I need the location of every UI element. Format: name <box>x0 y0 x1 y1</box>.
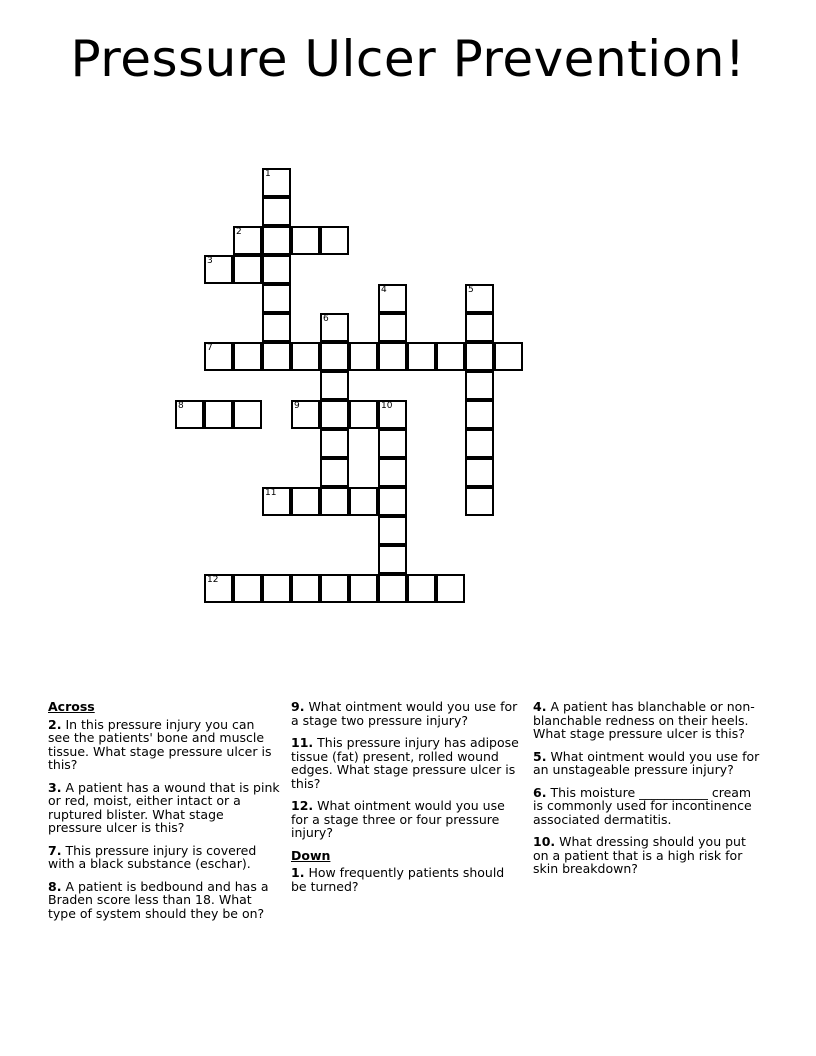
grid-cell[interactable] <box>262 313 291 342</box>
clue-number-label: 2 <box>236 227 242 237</box>
grid-cell[interactable] <box>262 197 291 226</box>
grid-cell[interactable] <box>349 487 378 516</box>
clue-across-11 <box>291 736 523 790</box>
clue-text: How frequently patients should be turned? <box>291 865 505 894</box>
grid-cell[interactable] <box>262 255 291 284</box>
grid-cell[interactable] <box>378 487 407 516</box>
grid-cell[interactable] <box>233 400 262 429</box>
grid-cell[interactable] <box>378 458 407 487</box>
grid-cell[interactable] <box>204 255 233 284</box>
clue-number: 9. <box>291 699 305 714</box>
grid-cell[interactable] <box>378 574 407 603</box>
grid-cell[interactable] <box>465 371 494 400</box>
clue-text: A patient has a wound that is pink or red, moist, either intact or a ruptured blister. What stage pressure ulcer is this? <box>48 779 280 835</box>
grid-cell[interactable] <box>465 458 494 487</box>
grid-cell[interactable] <box>349 342 378 371</box>
grid-cell[interactable] <box>320 400 349 429</box>
grid-cell[interactable] <box>436 342 465 371</box>
grid-cell[interactable] <box>262 226 291 255</box>
clue-number: 11. <box>291 735 314 750</box>
grid-cell[interactable] <box>320 371 349 400</box>
clue-across-7 <box>48 844 280 871</box>
clue-number-label: 12 <box>207 575 219 585</box>
grid-cell[interactable] <box>378 516 407 545</box>
clue-number-label: 11 <box>265 488 277 498</box>
clue-text: This moisture ___________ cream is commonly used for incontinence associated dermatitis. <box>533 784 752 827</box>
clue-text: A patient has blanchable or non-blanchable redness on their heels. What stage pressure ulcer is this? <box>533 699 755 741</box>
clue-number: 1. <box>291 865 305 880</box>
grid-cell[interactable] <box>378 429 407 458</box>
grid-cell[interactable] <box>262 168 291 197</box>
grid-cell[interactable] <box>204 342 233 371</box>
clue-down-4 <box>533 700 765 741</box>
grid-cell[interactable] <box>262 574 291 603</box>
clue-number-label: 4 <box>381 285 387 295</box>
grid-cell[interactable] <box>320 429 349 458</box>
down-heading: Down <box>291 847 331 863</box>
grid-cell[interactable] <box>233 226 262 255</box>
clue-across-2 <box>48 718 280 772</box>
grid-cell[interactable] <box>320 458 349 487</box>
grid-cell[interactable] <box>465 429 494 458</box>
clue-number-label: 8 <box>178 401 184 411</box>
clue-number: 4. <box>533 699 547 714</box>
clue-down-5 <box>533 750 765 777</box>
grid-cell[interactable] <box>204 400 233 429</box>
grid-cell[interactable] <box>378 400 407 429</box>
grid-cell[interactable] <box>291 342 320 371</box>
clue-number-label: 5 <box>468 285 474 295</box>
grid-cell[interactable] <box>465 342 494 371</box>
clue-number: 10. <box>533 834 556 849</box>
clue-down-10 <box>533 835 765 876</box>
grid-cell[interactable] <box>320 313 349 342</box>
grid-cell[interactable] <box>320 487 349 516</box>
grid-cell[interactable] <box>407 574 436 603</box>
clue-number-label: 1 <box>265 169 271 179</box>
grid-cell[interactable] <box>175 400 204 429</box>
grid-cell[interactable] <box>378 313 407 342</box>
grid-cell[interactable] <box>494 342 523 371</box>
clue-number-label: 3 <box>207 256 213 266</box>
grid-cell[interactable] <box>349 574 378 603</box>
clue-text: What dressing should you put on a patient that is a high risk for skin breakdown? <box>533 834 746 876</box>
clue-across-3 <box>48 781 280 835</box>
clue-text: A patient is bedbound and has a Braden score less than 18. What type of system should they be on? <box>48 878 269 921</box>
grid-cell[interactable] <box>291 400 320 429</box>
clue-column-1 <box>48 700 280 929</box>
grid-cell[interactable] <box>233 255 262 284</box>
clue-number: 8. <box>48 878 62 894</box>
grid-cell[interactable] <box>378 342 407 371</box>
grid-cell[interactable] <box>465 284 494 313</box>
grid-cell[interactable] <box>233 342 262 371</box>
grid-cell[interactable] <box>262 487 291 516</box>
grid-cell[interactable] <box>378 545 407 574</box>
clue-number-label: 9 <box>294 401 300 411</box>
clue-down-6 <box>533 786 765 827</box>
clue-number: 2. <box>48 716 62 732</box>
clue-text: This pressure injury is covered with a black substance (eschar). <box>48 842 257 871</box>
grid-cell[interactable] <box>291 574 320 603</box>
clue-column-3 <box>533 700 765 885</box>
grid-cell[interactable] <box>204 574 233 603</box>
clue-text: In this pressure injury you can see the patients' bone and muscle tissue. What stage pressure ulcer is this? <box>48 716 272 772</box>
clue-text: What ointment would you use for a stage three or four pressure injury? <box>291 798 505 840</box>
grid-cell[interactable] <box>407 342 436 371</box>
grid-cell[interactable] <box>378 284 407 313</box>
grid-cell[interactable] <box>320 342 349 371</box>
grid-cell[interactable] <box>436 574 465 603</box>
grid-cell[interactable] <box>291 226 320 255</box>
clue-number-label: 6 <box>323 314 329 324</box>
clue-text: What ointment would you use for a stage two pressure injury? <box>291 699 518 728</box>
clue-text: This pressure injury has adipose tissue (fat) present, rolled wound edges. What stage pressure ulcer is this? <box>291 735 519 791</box>
clue-text: What ointment would you use for an unstageable pressure injury? <box>533 748 760 777</box>
clue-down-1 <box>291 866 523 893</box>
clue-across-12 <box>291 799 523 840</box>
clue-column-2 <box>291 700 523 902</box>
clue-number: 7. <box>48 842 62 858</box>
clue-number: 5. <box>533 748 547 764</box>
grid-cell[interactable] <box>465 487 494 516</box>
grid-cell[interactable] <box>320 574 349 603</box>
grid-cell[interactable] <box>291 487 320 516</box>
grid-cell[interactable] <box>320 226 349 255</box>
clue-number: 6. <box>533 784 547 800</box>
grid-cell[interactable] <box>465 400 494 429</box>
grid-cell[interactable] <box>349 400 378 429</box>
clue-across-8 <box>48 880 280 921</box>
grid-cell[interactable] <box>233 574 262 603</box>
across-heading: Across <box>48 699 95 714</box>
grid-cell[interactable] <box>465 313 494 342</box>
clue-across-9 <box>291 700 523 727</box>
clue-number-label: 10 <box>381 401 393 411</box>
grid-cell[interactable] <box>262 284 291 313</box>
grid-cell[interactable] <box>262 342 291 371</box>
clue-number: 3. <box>48 779 62 795</box>
clue-number: 12. <box>291 798 314 813</box>
clue-number-label: 7 <box>207 343 213 353</box>
page-title: Pressure Ulcer Prevention! <box>70 30 746 88</box>
